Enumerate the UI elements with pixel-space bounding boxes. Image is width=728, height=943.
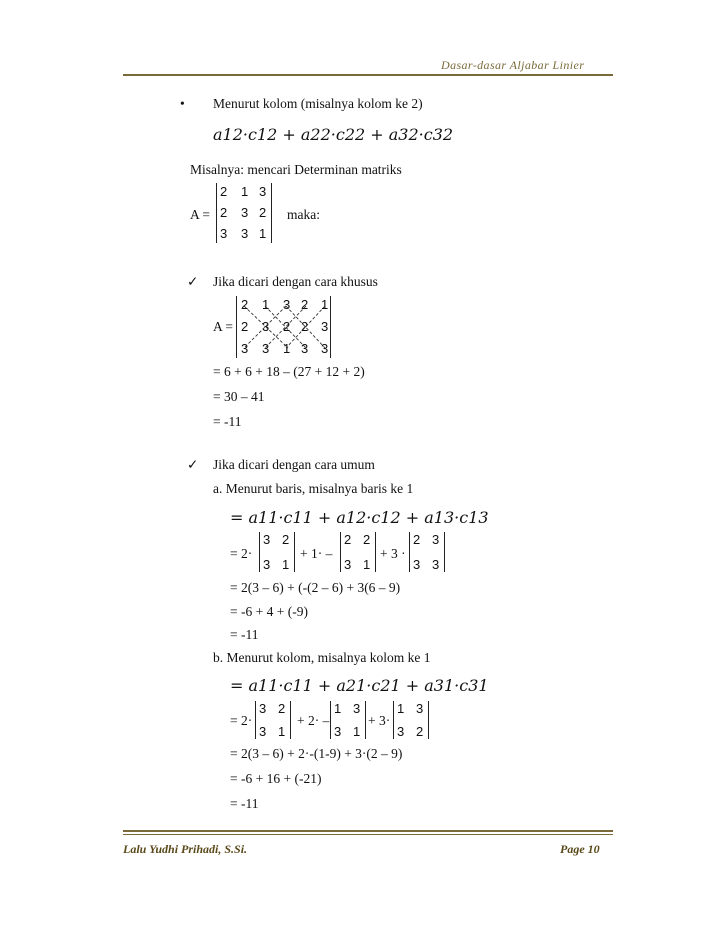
minor-cell: 1 xyxy=(334,701,342,716)
minor-cell: 2 xyxy=(278,701,286,716)
footer-page-number: Page 10 xyxy=(560,842,600,856)
umum-b-expand: = 2· xyxy=(230,713,253,728)
bullet-icon: • xyxy=(180,96,185,111)
umum-b-formula: = a11·c11 + a21·c21 + a31·c31 xyxy=(230,676,489,695)
umum-b-step: = 2(3 – 6) + 2·-(1-9) + 3·(2 – 9) xyxy=(230,746,403,761)
umum-b-expand: + 3· xyxy=(368,713,391,728)
minor-cell: 3 xyxy=(263,557,271,572)
umum-a-step: = 2(3 – 6) + (-(2 – 6) + 3(6 – 9) xyxy=(230,580,401,595)
sarrus-cell: 2 xyxy=(301,297,309,312)
checkmark-icon: ✓ xyxy=(187,457,199,472)
sarrus-cell: 3 xyxy=(321,319,329,334)
minor-cell: 1 xyxy=(282,557,290,572)
minor-cell: 3 xyxy=(259,724,267,739)
minor-cell: 2 xyxy=(413,532,421,547)
sarrus-cell: 3 xyxy=(321,341,329,356)
minor-cell: 1 xyxy=(397,701,405,716)
khusus-step: = 30 – 41 xyxy=(213,389,265,404)
minor-cell: 3 xyxy=(432,532,440,547)
minor-cell: 3 xyxy=(416,701,424,716)
maka-text: maka: xyxy=(287,207,320,222)
sarrus-cell: 2 xyxy=(301,319,309,334)
khusus-label: A = xyxy=(213,319,233,334)
sarrus-diagonals xyxy=(236,296,329,358)
minor-matrix xyxy=(409,532,445,572)
minor-cell: 1 xyxy=(363,557,371,572)
intro-text: Misalnya: mencari Determinan matriks xyxy=(190,162,402,177)
header-title: Dasar-dasar Aljabar Linier xyxy=(441,58,585,72)
kolom-formula: a12·c12 + a22·c22 + a32·c32 xyxy=(213,125,454,144)
minor-matrix xyxy=(393,701,429,739)
header-rule xyxy=(123,74,613,76)
footer-author: Lalu Yudhi Prihadi, S.Si. xyxy=(123,842,248,856)
sarrus-cell: 2 xyxy=(241,319,249,334)
minor-cell: 1 xyxy=(353,724,361,739)
kolom-bullet-text: Menurut kolom (misalnya kolom ke 2) xyxy=(213,96,423,111)
minor-cell: 3 xyxy=(397,724,405,739)
umum-a-step: = -11 xyxy=(230,627,259,642)
sarrus-cell: 1 xyxy=(262,297,270,312)
matrix-cell: 1 xyxy=(259,226,267,241)
minor-cell: 3 xyxy=(413,557,421,572)
umum-a-expand: + 1· – xyxy=(300,546,333,561)
sarrus-cell: 2 xyxy=(241,297,249,312)
minor-cell: 1 xyxy=(278,724,286,739)
sarrus-cell: 2 xyxy=(283,319,291,334)
matrix-a xyxy=(216,183,272,243)
matrix-cell: 3 xyxy=(241,226,249,241)
sarrus-cell: 3 xyxy=(283,297,291,312)
matrix-cell: 2 xyxy=(220,184,228,199)
khusus-heading: Jika dicari dengan cara khusus xyxy=(213,274,378,289)
umum-a-title: a. Menurut baris, misalnya baris ke 1 xyxy=(213,481,414,496)
matrix-cell: 3 xyxy=(241,205,249,220)
minor-cell: 3 xyxy=(432,557,440,572)
matrix-cell: 1 xyxy=(241,184,249,199)
sarrus-cell: 3 xyxy=(262,319,270,334)
footer-rule-thin xyxy=(123,834,613,835)
minor-matrix xyxy=(255,701,291,739)
footer-rule xyxy=(123,830,613,832)
matrix-label: A = xyxy=(190,207,210,222)
sarrus-cell: 3 xyxy=(301,341,309,356)
minor-cell: 3 xyxy=(259,701,267,716)
umum-heading: Jika dicari dengan cara umum xyxy=(213,457,375,472)
matrix-cell: 2 xyxy=(259,205,267,220)
checkmark-icon: ✓ xyxy=(187,274,199,289)
minor-cell: 3 xyxy=(263,532,271,547)
minor-matrix xyxy=(259,532,295,572)
matrix-cell: 2 xyxy=(220,205,228,220)
matrix-cell: 3 xyxy=(220,226,228,241)
umum-a-expand: + 3 · xyxy=(380,546,406,561)
umum-b-title: b. Menurut kolom, misalnya kolom ke 1 xyxy=(213,650,431,665)
umum-a-expand: = 2· xyxy=(230,546,253,561)
umum-b-step: = -11 xyxy=(230,796,259,811)
minor-cell: 3 xyxy=(344,557,352,572)
minor-cell: 3 xyxy=(334,724,342,739)
minor-cell: 2 xyxy=(363,532,371,547)
minor-cell: 2 xyxy=(416,724,424,739)
minor-matrix xyxy=(330,701,366,739)
minor-cell: 3 xyxy=(353,701,361,716)
khusus-step: = -11 xyxy=(213,414,242,429)
sarrus-cell: 3 xyxy=(241,341,249,356)
minor-matrix xyxy=(340,532,376,572)
khusus-step: = 6 + 6 + 18 – (27 + 12 + 2) xyxy=(213,364,365,379)
umum-a-formula: = a11·c11 + a12·c12 + a13·c13 xyxy=(230,508,489,527)
sarrus-cell: 3 xyxy=(262,341,270,356)
minor-cell: 2 xyxy=(344,532,352,547)
umum-a-step: = -6 + 4 + (-9) xyxy=(230,604,308,619)
umum-b-step: = -6 + 16 + (-21) xyxy=(230,771,322,786)
umum-b-expand: + 2· – xyxy=(297,713,330,728)
minor-cell: 2 xyxy=(282,532,290,547)
matrix-cell: 3 xyxy=(259,184,267,199)
sarrus-cell: 1 xyxy=(283,341,291,356)
sarrus-cell: 1 xyxy=(321,297,329,312)
